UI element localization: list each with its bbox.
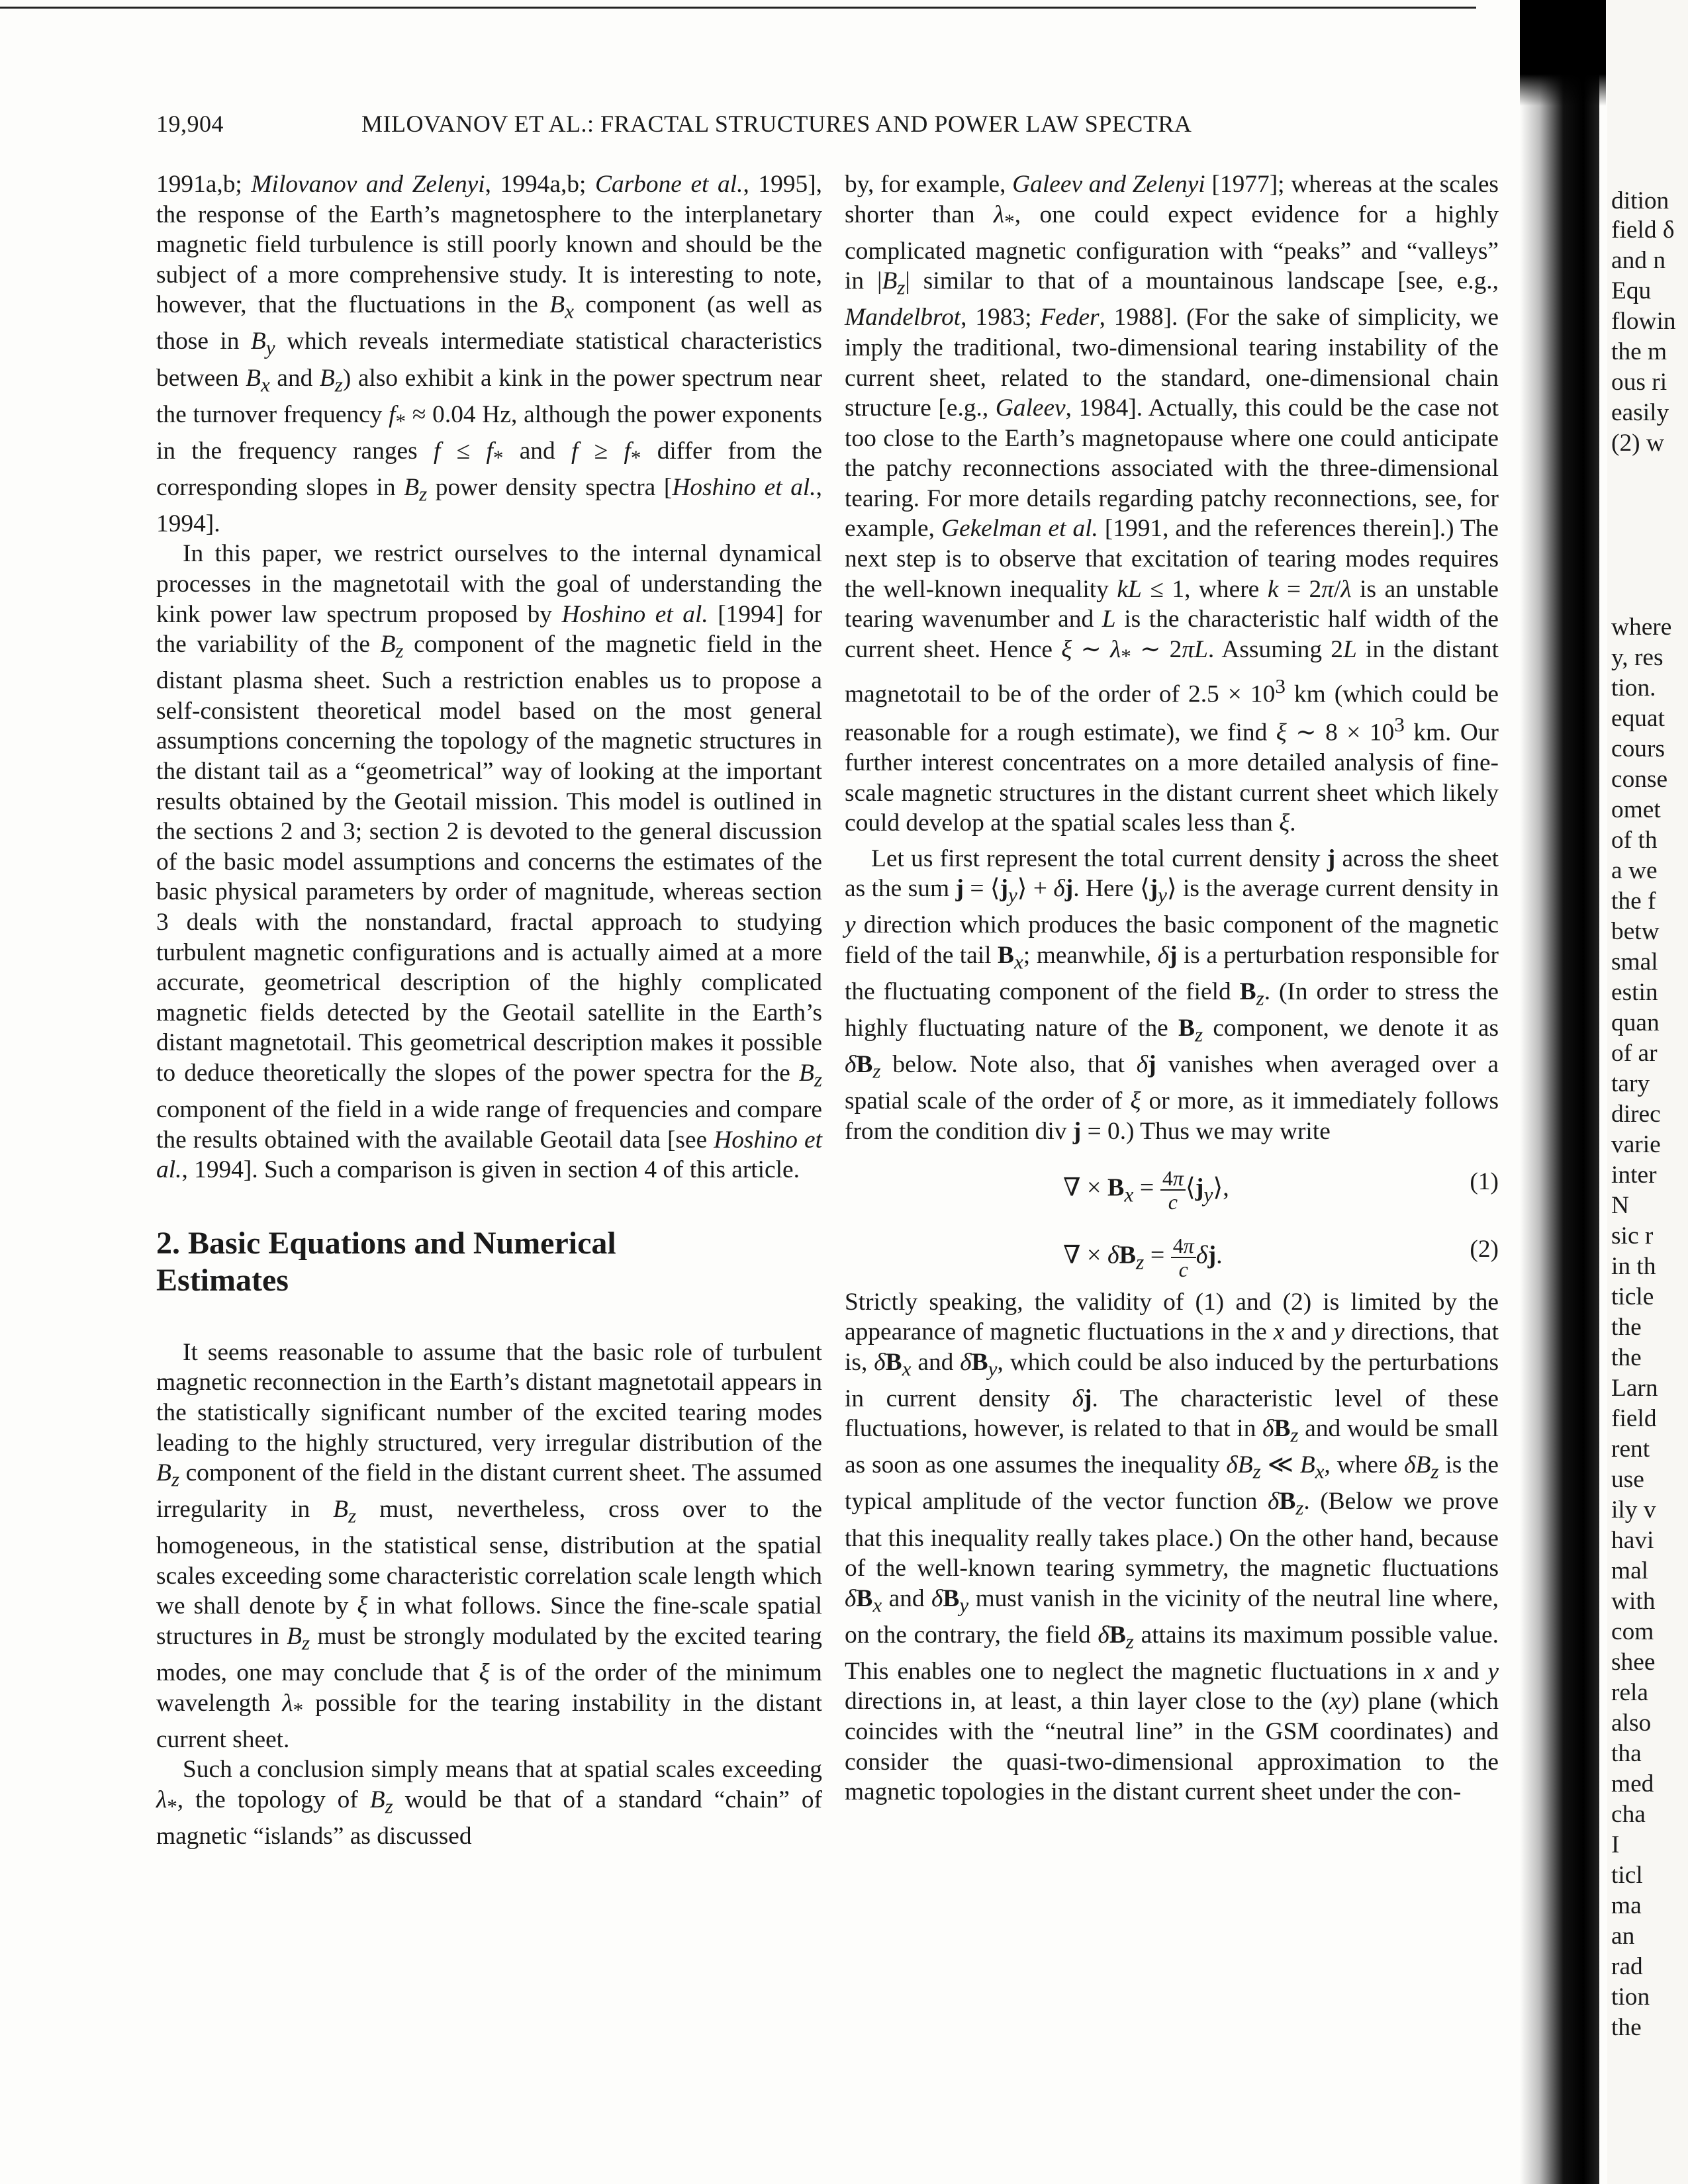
next-page-fragment: I xyxy=(1611,1831,1620,1858)
next-page-fragment: dition xyxy=(1611,187,1669,214)
next-page-fragment: the f xyxy=(1611,887,1656,915)
next-page-fragment: tion. xyxy=(1611,674,1656,702)
left-column xyxy=(156,169,822,1852)
section-title-line1: 2. Basic Equations and Numerical xyxy=(156,1225,616,1261)
next-page-fragment: cha xyxy=(1611,1801,1646,1828)
next-page-fragment: N xyxy=(1611,1192,1630,1219)
section-title-line2: Estimates xyxy=(156,1262,289,1298)
paragraph-4: Such a conclusion simply means that at spatial scales exceeding $\lambda_*$, the topology of $B_z$ would be that of a standard “chain” of magnetic “islands” as discussed xyxy=(156,1756,822,1850)
next-page-fragment: y, res xyxy=(1611,644,1664,671)
right-column xyxy=(845,169,1499,1807)
next-page-fragment: sic r xyxy=(1611,1222,1654,1250)
next-page-fragment: ily v xyxy=(1611,1496,1656,1524)
equation-2-number: (2) xyxy=(1470,1235,1499,1263)
equation-1-number: (1) xyxy=(1470,1167,1499,1195)
next-page-fragment: cours xyxy=(1611,735,1665,762)
next-page-fragment: field δ xyxy=(1611,216,1675,244)
next-page-fragment: of ar xyxy=(1611,1040,1658,1067)
next-page-fragment: the xyxy=(1611,1344,1642,1371)
next-page-fragment: direc xyxy=(1611,1101,1661,1128)
next-page-fragment: where xyxy=(1611,614,1672,641)
next-page-fragment: inter xyxy=(1611,1161,1657,1189)
page-number: 19,904 xyxy=(156,111,224,137)
equation-2-math: ∇ × $\delta B_z$ = $\frac{4\pi}{c}$ δj. xyxy=(1063,1233,1223,1281)
next-page-fragment: field xyxy=(1611,1405,1657,1432)
paragraph-3: It seems reasonable to assume that the basic role of turbulent magnetic reconnection in the Earth’s distant magnetotail appears in the statistically significant number of the excited tearing modes leading to the highly structured, very irregular distribution of the $B_z$ component of the field in the distant current sheet. The assumed irregularity in $B_z$ must, nevertheless, cross over to the homogeneous, in the statistical sense, distribution at the spatial scales exceeding some characteristic correlation scale length which we shall denote by ξ in what follows. Since the fine-scale spatial structures in $B_z$ must be strongly modulated by the excited tearing modes, one may conclude that ξ is of the order of the minimum wavelength $\lambda_*$ possible for the tearing instability in the distant current sheet. xyxy=(156,1338,823,1753)
next-page-fragment: havi xyxy=(1611,1527,1654,1554)
next-page-fragment: the xyxy=(1611,2014,1642,2041)
next-page-fragment: also xyxy=(1611,1709,1652,1737)
binding-shadow-top xyxy=(1520,0,1606,106)
next-page-fragment: med xyxy=(1611,1770,1654,1797)
next-page-fragment: with xyxy=(1611,1588,1656,1615)
binding-gutter xyxy=(1520,0,1688,2184)
running-title: MILOVANOV ET AL.: FRACTAL STRUCTURES AND POWER LAW SPECTRA xyxy=(361,111,1192,137)
next-page-fragment: smal xyxy=(1611,948,1658,976)
next-page-fragment: and n xyxy=(1611,247,1666,274)
next-page-fragment: shee xyxy=(1611,1649,1656,1676)
page-header xyxy=(156,110,1474,143)
next-page-fragment: tary xyxy=(1611,1070,1650,1097)
next-page-fragment: tha xyxy=(1611,1740,1642,1767)
equation-1 xyxy=(845,1152,1499,1214)
binding-shadow xyxy=(1520,0,1599,2184)
next-page-fragment: of th xyxy=(1611,827,1658,854)
next-page-fragment: ous ri xyxy=(1611,369,1667,396)
next-page-fragment: com xyxy=(1611,1618,1654,1645)
next-page-fragment: mal xyxy=(1611,1557,1649,1584)
next-page-fragment: estin xyxy=(1611,979,1658,1006)
next-page-fragment: an xyxy=(1611,1923,1635,1950)
next-page-fragment: (2) w xyxy=(1611,430,1664,457)
paragraph-6: Let us first represent the total current density j across the sheet as the sum $j = ⟨j_y⟩ + \delta j$. Here $⟨j_y⟩$ is the average current density in y direction which produces the basic component of the magnetic field of the tail $B_x$; meanwhile, δj is a perturbation responsible for the fluctuating component of the field $B_z$. (In order to stress the highly fluctuating nature of the $B_z$ component, we denote it as $\delta B_z$ below. Note also, that δj vanishes when averaged over a spatial scale of the order of ξ or more, as it immediately follows from the condition div j = 0.) Thus we may write xyxy=(845,844,1499,1145)
next-page-fragment: Equ xyxy=(1611,277,1652,304)
paragraph-5: by, for example, Galeev and Zelenyi [1977]; whereas at the scales shorter than $\lambda_*$, one could expect evidence for a highly complicated magnetic configuration with “peaks” and “valleys” in $|B_z|$ similar to that of a mountainous landscape [see, e.g., Mandelbrot, 1983; Feder, 1988]. (For the sake of simplicity, we imply the traditional, two-dimensional tearing instability of the current sheet, related to the standard, one-dimensional chain structure [e.g., Galeev, 1984]. Actually, this could be the case not too close to the Earth’s magnetopause where one could anticipate the patchy reconnections associated with the three-dimensional tearing. For more details regarding patchy reconnections, see, for example, Gekelman et al. [1991, and the references therein].) The next step is to observe that excitation of tearing modes requires the well-known inequality kL ≤ 1, where k = 2π/λ is an unstable tearing wavenumber and L is the characteristic half width of the current sheet. Hence ξ ∼ $\lambda_*$ ∼ 2πL. Assuming 2L in the distant magnetotail to be of the order of $2.5 \times 10^3$ km (which could be reasonable for a rough estimate), we find ξ ∼ $8 \times 10^3$ km. Our further interest concentrates on a more detailed analysis of fine-scale magnetic structures in the distant current sheet which likely could develop at the spatial scales less than ξ. xyxy=(845,171,1499,837)
next-page-fragment: flowin xyxy=(1611,308,1676,335)
paragraph-7: Strictly speaking, the validity of (1) and (2) is limited by the appearance of magnetic fluctuations in the x and y directions, that is, $\delta B_x$ and $\delta B_y$, which could be also induced by the perturbations in current density δj. The characteristic level of these fluctuations, however, is related to that in $\delta B_z$ and would be small as soon as one assumes the inequality $\delta B_z$ ≪ $B_x$, where $\delta B_z$ is the typical amplitude of the vector function $\delta B_z$. (Below we prove that this inequality really takes place.) On the other hand, because of the well-known tearing symmetry, the magnetic fluctuations $\delta B_x$ and $\delta B_y$ must vanish in the vicinity of the neutral line where, on the contrary, the field $\delta B_z$ attains its maximum possible value. This enables one to neglect the magnetic fluctuations in x and y directions in, at least, a thin layer close to the (xy) plane (which coincides with the “neutral line” in the GSM coordinates) and consider the quasi-two-dimensional approximation to the magnetic topologies in the distant current sheet under the con- xyxy=(845,1288,1499,1806)
next-page-fragment: ticl xyxy=(1611,1862,1643,1889)
next-page-fragment: the m xyxy=(1611,338,1667,365)
next-page-fragment: omet xyxy=(1611,796,1661,823)
next-page-fragment: quan xyxy=(1611,1009,1660,1036)
equation-1-math: ∇ × $B_x$ = $\frac{4\pi}{c}$ $⟨j_y⟩$, xyxy=(1063,1165,1229,1214)
next-page-edge xyxy=(1607,0,1688,2184)
next-page-fragment: rela xyxy=(1611,1679,1649,1706)
next-page-fragment: Larn xyxy=(1611,1375,1658,1402)
next-page-fragment: easily xyxy=(1611,399,1669,426)
next-page-fragment: ma xyxy=(1611,1892,1642,1919)
top-rule xyxy=(0,7,1476,9)
next-page-fragment: the xyxy=(1611,1314,1642,1341)
next-page-fragment: varie xyxy=(1611,1131,1661,1158)
paragraph-2: In this paper, we restrict ourselves to the internal dynamical processes in the magnetotail with the goal of understanding the kink power law spectrum proposed by Hoshino et al. [1994] for the variability of the $B_z$ component of the magnetic field in the distant plasma sheet. Such a restriction enables us to propose a self-consistent theoretical model based on the most general assumptions concerning the topology of the magnetic structures in the distant tail as a “geometrical” way of looking at the important results obtained by the Geotail mission. This model is outlined in the sections 2 and 3; section 2 is devoted to the general discussion of the basic model assumptions and concerns the estimates of the basic physical parameters by order of magnitude, whereas section 3 deals with the nonstandard, fractal approach to studying turbulent magnetic configurations and is actually aimed at a more accurate, geometrical description of the highly complicated magnetic fields detected by the Geotail satellite in the Earth’s distant magnetotail. This geometrical description makes it possible to deduce theoretically the slopes of the power spectra for the $B_z$ component of the field in a wide range of frequencies and compare the results obtained with the available Geotail data [see Hoshino et al., 1994]. Such a comparison is given in section 4 of this article. xyxy=(156,540,823,1184)
next-page-fragment: rent xyxy=(1611,1435,1650,1463)
next-page-fragment: tion xyxy=(1611,1983,1650,2011)
next-page-fragment: in th xyxy=(1611,1253,1656,1280)
paragraph-1: 1991a,b; Milovanov and Zelenyi, 1994a,b; Carbone et al., 1995], the response of the Earth’s magnetosphere to the interplanetary magnetic field turbulence is still poorly known and should be the subject of a more comprehensive study. It is interesting to note, however, that the fluctuations in the $B_x$ component (as well as those in $B_y$ which reveals intermediate statistical characteristics between $B_x$ and $B_z$) also exhibit a kink in the power spectrum near the turnover frequency $f_* \approx 0.04$ Hz, although the power exponents in the frequency ranges $f \le f_*$ and $f \ge f_*$ differ from the corresponding slopes in $B_z$ power density spectra [Hoshino et al., 1994]. xyxy=(156,171,823,537)
next-page-fragment: conse xyxy=(1611,766,1668,793)
next-page-fragment: use xyxy=(1611,1466,1644,1493)
next-page-fragment: betw xyxy=(1611,918,1660,945)
equation-2 xyxy=(845,1220,1499,1282)
next-page-fragment: ticle xyxy=(1611,1283,1654,1310)
next-page-fragment: a we xyxy=(1611,857,1658,884)
next-page-fragment: equat xyxy=(1611,705,1665,732)
section-heading xyxy=(156,1225,822,1299)
next-page-fragment: rad xyxy=(1611,1953,1643,1980)
